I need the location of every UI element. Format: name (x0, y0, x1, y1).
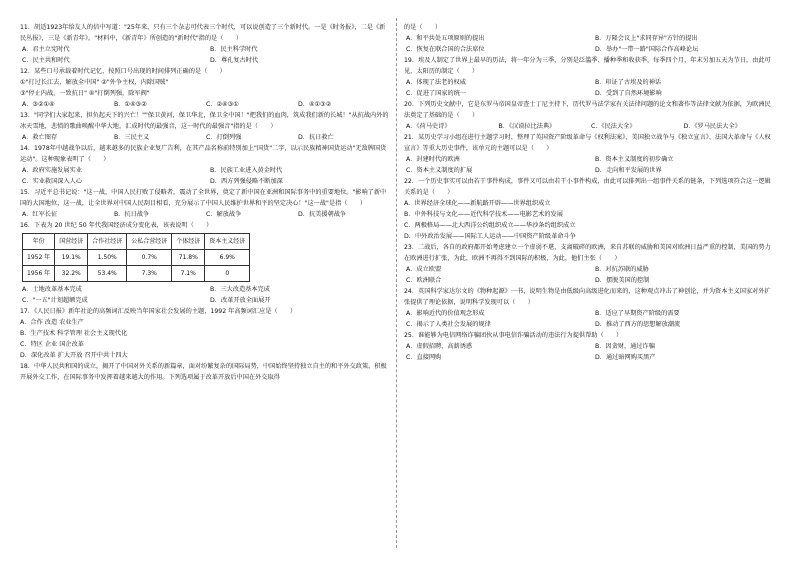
option-d[interactable]: D．摆脱美国的控制 (595, 277, 650, 284)
option-d[interactable]: D．深化改革 扩大开放 召开中共十四大 (20, 352, 128, 359)
option-a[interactable]: A．世界经济全球化——新航路开辟——世界组织成立 (404, 200, 551, 207)
option-b[interactable]: B．因贪财，通过诈骗 (595, 343, 655, 350)
option-b[interactable]: B．适应了早期资产阶级的需要 (595, 310, 680, 317)
option-c[interactable]: C．直接网购 (406, 354, 442, 361)
table-header: 资本主义经济 (205, 234, 250, 250)
option-d[interactable]: D．尊孔复古时代 (210, 57, 259, 64)
column-divider (396, 18, 397, 548)
question-21 (404, 132, 776, 176)
option-d[interactable]: D．《罗马民法大全》 (683, 123, 741, 130)
question-11 (20, 22, 390, 66)
question-stem: 17．《人民日报》新年社论的高频词汇反映当年国家社会发展的主题，1992 年高频词汇应是（ ） (20, 308, 297, 315)
question-stem: 13．"同学们大家起来，担负起天下的兴亡！""保卫黄河，保卫华北，保卫全中国！"把我们的血肉，筑成我们新的长城！"从抗战内外的冰天雪地，悲愤的歌曲唤醒中华大地，汇成时代的最强音，这一时代的最强音"指的是（ ） (20, 112, 389, 130)
option-b[interactable]: B．资本主义制度的初步确立 (595, 156, 674, 163)
option-a[interactable]: A．《荷马史诗》 (406, 123, 451, 130)
option-d[interactable]: D．中外政治发展——国际工人运动——中国资产阶级革命斗争 (404, 233, 576, 240)
option-b[interactable]: B．民族工业进入黄金时代 (210, 167, 283, 174)
option-a[interactable]: A．影响近代的价值观念形成 (406, 310, 485, 317)
question-22 (404, 176, 776, 242)
question-18-continued (404, 22, 776, 55)
option-c[interactable]: C．促进了国家的统一 (406, 90, 467, 97)
option-b[interactable]: B．中外科技与文化——近代科学技术——电影艺术的发展 (404, 211, 563, 218)
right-column (404, 22, 776, 363)
question-stem: 18．中华人民共和国的成立，揭开了中国对外关系的新篇章，面对纷繁复杂的国际局势，中国始终坚持独立自主的和平外交政策，积极开展外交工作，在国际事务中发挥着越来越大的作用。下列选项属于改革开放后中国在外交取得 (20, 363, 387, 381)
option-a[interactable]: A．合作 改造 农业生产 (20, 319, 84, 326)
table-cell: 19.1% (55, 250, 88, 266)
option-d[interactable]: D．走向和平发展的世界 (595, 167, 662, 174)
option-a[interactable]: A．土地改革基本完成 (22, 286, 82, 293)
option-d[interactable]: D．举办"一带一路"国际合作高峰论坛 (595, 46, 699, 53)
option-b[interactable]: B．抗日战争 (114, 211, 150, 218)
table-cell: 0.7% (127, 250, 172, 266)
option-b[interactable]: B．印证了古埃及的神话 (595, 79, 662, 86)
question-stem: 12．某些口号承载着时代记忆，按照口号出现的时间排列正确的是（ ） (20, 68, 226, 75)
option-b[interactable]: B．民主科学时代 (210, 46, 258, 53)
option-a[interactable]: A．虚假招聘，高薪诱惑 (406, 343, 473, 350)
option-a[interactable]: A．成立欧盟 (406, 266, 442, 273)
table-cell: 7.1% (172, 266, 205, 282)
table-cell: 53.4% (88, 266, 127, 282)
question-stem: 14．1978年中越战争以后，越来越多的民族企业复广告利，在其产品名称前特别加上"国货"二字，以示民族精神国货运动"无敌牌国货运动"。这种现象表明了（ ） (20, 145, 387, 163)
question-stem: 19．埃及人制定了世界上最早的历法，将一年分为三季，分别是泛滥季、播种季和收获季，每季四个月，年末另加五天为节日，由此可见，太阳历的制定（ ） (404, 57, 771, 75)
option-c[interactable]: C．解放战争 (206, 211, 242, 218)
question-24 (404, 286, 776, 330)
table-row (23, 250, 250, 266)
option-d[interactable]: D．通过暗网购买黑产 (595, 354, 656, 361)
option-d[interactable]: D．西方列强侵略不断加深 (210, 178, 283, 185)
option-c[interactable]: C．民主共和时代 (22, 57, 70, 64)
question-20 (404, 99, 776, 132)
question-stem: 11．胡适1923年给友人的信中写道："25年来，只有三个杂志可代表三个时代，可以说创造了三个新时代。一是《时务报》，二是《新民丛报》，三是《新青年》。"材料中，《新青年》所创造的"新时代"指的是（ ） (20, 24, 386, 42)
table-cell: 1952 年 (23, 250, 55, 266)
option-d[interactable]: D．推动了西方的思想解放潮流 (595, 321, 681, 328)
option-a[interactable]: A．救亡图存 (22, 134, 58, 141)
table-header: 年份 (23, 234, 55, 250)
option-a[interactable]: A．君主立宪时代 (22, 46, 70, 53)
table-header: 合作社经济 (88, 234, 127, 250)
option-b[interactable]: B．对抗苏联的威胁 (595, 266, 649, 273)
option-a[interactable]: A．和平共处五项原则的提出 (406, 35, 485, 42)
option-b[interactable]: B．三民主义 (114, 134, 150, 141)
option-c[interactable]: C．资本主义制度的扩展 (406, 167, 473, 174)
question-12 (20, 66, 390, 110)
option-c[interactable]: C．《民法大全》 (591, 123, 636, 130)
option-b[interactable]: B．万隆会议上"求同存异"方针的提出 (595, 35, 698, 42)
table-header: 国营经济 (55, 234, 88, 250)
question-19 (404, 55, 776, 99)
option-c[interactable]: C．特区 企业 国企改革 (20, 341, 84, 348)
question-18 (20, 361, 390, 383)
option-a[interactable]: A．③②①④ (22, 101, 55, 108)
question-stem: 21．某历史学习小组在进行主题学习时，整理了英国资产阶级革命与《权利法案》、美国独立战争与《独立宣言》、法国大革命与《人权宣言》等重大历史事件，该单元的主题可以是（ ） (404, 134, 771, 152)
question-stem: 16．下表为 20 世纪 50 年代我国经济成分变化表，该表说明（ ） (20, 222, 213, 229)
option-a[interactable]: A．体现了法老的权威 (406, 79, 466, 86)
question-14 (20, 143, 390, 187)
option-c[interactable]: C．②④③① (206, 101, 239, 108)
question-stem: 22．一个历史事实可以由若干事件构成，事件又可以由若干小事件构成，由此可以排列出一组事件关系的链条，下列选项符合这一逻辑关系的是（ ） (404, 178, 771, 196)
option-c[interactable]: C．打倒列强 (206, 134, 242, 141)
table-cell: 0 (205, 266, 250, 282)
option-d[interactable]: D．④①③② (298, 101, 332, 108)
question-line: ③"停止内战，一致抗日" ④"打倒列强，除军阀" (20, 90, 150, 97)
table-cell: 71.8% (172, 250, 205, 266)
option-d[interactable]: D．受到了自然环境影响 (595, 90, 662, 97)
question-stem: 15．习近平总书记说："这一战，中国人民打败了侵略者，震动了全世界，奠定了新中国在亚洲和国际事务中的重要地位。"影响了新中国的大国地位，这一战，让全世界对中国人民刮目相看，充分展示了中国人民维护世界和平的坚定决心！"这一战"是指（ ） (20, 189, 387, 207)
option-a[interactable]: A．政府实施发展实业 (22, 167, 82, 174)
question-line: ①"打过长江去，解放全中国" ②"外争主权，内除国贼" (20, 79, 169, 86)
economy-table (22, 233, 250, 282)
option-c[interactable]: C．实业救国深入人心 (22, 178, 83, 185)
table-cell: 32.2% (55, 266, 88, 282)
table-row (23, 266, 250, 282)
table-cell: 1956 年 (23, 266, 55, 282)
left-column (20, 22, 390, 383)
table-header: 公私合营经济 (127, 234, 172, 250)
question-25 (404, 330, 776, 363)
option-c[interactable]: C．欧洲联合 (406, 277, 442, 284)
table-cell: 1.50% (88, 250, 127, 266)
question-stem: 25．谁能够为电信网络诈骗团伙从事电信诈骗活动的违法行为提供帮助（ ） (404, 332, 623, 339)
option-d[interactable]: D．抗日救亡 (298, 134, 334, 141)
table-cell: 6.9% (205, 250, 250, 266)
table-header: 个体经济 (172, 234, 205, 250)
option-c[interactable]: C．"一五"计划超额完成 (22, 297, 88, 304)
question-13 (20, 110, 390, 143)
table-cell: 7.3% (127, 266, 172, 282)
question-stem: 20．下列历史文献中，它是东罗马帝国皇帝查士丁尼主持下，历代罗马法学家有关法律问题的论文和著作等法律文献为依据，为欧洲民法奠定了基础的是（ ） (404, 101, 771, 119)
option-b[interactable]: B．①④③② (114, 101, 147, 108)
option-b[interactable]: B．《汉谟拉比法典》 (498, 123, 556, 130)
option-d[interactable]: D．改革开放全面展开 (210, 297, 271, 304)
option-a[interactable]: A．封建时代的欧洲 (406, 156, 460, 163)
question-17 (20, 306, 390, 361)
table-header-row (23, 234, 250, 250)
question-16 (20, 220, 390, 306)
option-a[interactable]: A．红军长征 (22, 211, 58, 218)
question-stem: 的是（ ） (404, 24, 442, 31)
option-b[interactable]: B．三大改造基本完成 (210, 286, 270, 293)
question-15 (20, 187, 390, 220)
option-c[interactable]: C．揭示了人类社会发展的规律 (406, 321, 491, 328)
question-stem: 23．二战后，各自的政府都开始考虑建立一个虚弱不堪、支离破碎的欧洲，来自苏联的威胁和美国对欧洲日益严重的控制，美国的势力在欧洲进行扩张，为此，欧洲不再得不到国际的积极，为此，他们主张（ ） (404, 244, 771, 262)
option-c[interactable]: C．恢复在联合国的合法席位 (406, 46, 485, 53)
option-d[interactable]: D．抗美援朝战争 (298, 211, 347, 218)
option-b[interactable]: B．生产技术 科学管理 社会主义现代化 (20, 330, 128, 337)
question-stem: 24．英国科学家达尔文的《物种起源》一书，说明生物是由低级向高级进化而来的，这种观点冲击了神创论，并为资本主义国家对外扩张提供了理论依据，说明科学发现可以（ ） (404, 288, 771, 306)
option-c[interactable]: C．两极格局——北大西洋公约组织成立——华沙条约组织成立 (404, 222, 576, 229)
question-23 (404, 242, 776, 286)
